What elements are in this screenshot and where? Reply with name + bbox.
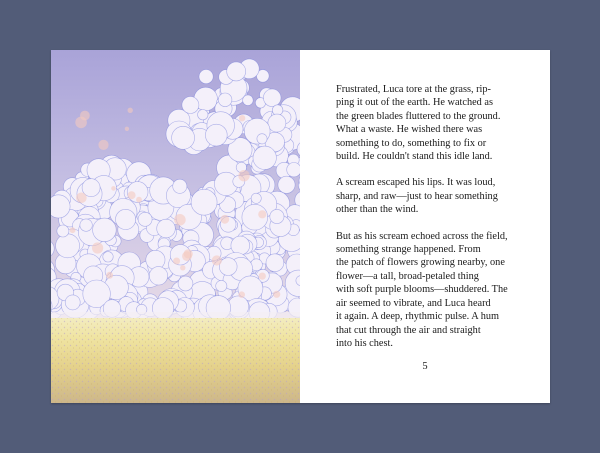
cloud-puff <box>218 93 232 107</box>
paragraph-1: Frustrated, Luca tore at the grass, rip- ping it out of the earth. He watched as the green blades fluttered to the ground. What a waste. He wished there was something to do, something to fix or build. He couldn't stand this idle land. <box>336 84 501 163</box>
cloud-puff <box>80 219 92 231</box>
cloud-highlight <box>259 273 266 280</box>
cloud-puff <box>205 124 227 146</box>
cloud-puff <box>263 89 281 107</box>
cloud-puff <box>257 134 267 144</box>
cloud-puff <box>268 114 286 132</box>
book-spread <box>51 50 550 403</box>
story-text <box>336 83 532 363</box>
text-page <box>300 50 550 403</box>
cloud-highlight <box>182 251 192 261</box>
cloud-highlight <box>92 242 103 253</box>
cloud-puff <box>51 240 54 258</box>
cloud-highlight <box>180 265 185 270</box>
cloud-puff <box>278 176 295 193</box>
cloud-puff <box>65 295 80 310</box>
cloud-highlight <box>212 255 222 265</box>
cloud-highlight <box>70 227 76 233</box>
paragraph-3: But as his scream echoed across the field, something strange happened. From the patch of flowers growing nearby, one flower—a tall, broad-petaled thing with soft purple blooms—shuddered. The air seemed to vibrate, and Luca heard it again. A deep, rhythmic pulse. A hum that cut through the air and straight into his chest. <box>336 230 508 349</box>
cloud-puff <box>253 146 276 169</box>
cloud-puff <box>173 179 187 193</box>
cloud-highlight <box>128 108 133 113</box>
cloud-puff <box>227 62 246 81</box>
cloud-puff <box>93 218 117 242</box>
cloud-highlight <box>98 140 108 150</box>
cloud-highlight <box>174 214 186 226</box>
cloud-highlight <box>128 191 136 199</box>
page-number: 5 <box>422 361 428 372</box>
cloud-puff <box>199 70 213 84</box>
cloud-puff <box>270 209 284 223</box>
cloud-puff <box>138 212 152 226</box>
cloud-highlight <box>111 186 116 191</box>
cloud-highlight <box>125 127 129 131</box>
cloud-highlight <box>239 115 245 121</box>
cloud-puff <box>103 252 113 262</box>
cloud-highlight <box>76 193 87 204</box>
cloud-highlight <box>136 197 142 203</box>
cloud-puff <box>56 234 80 258</box>
cloud-puff <box>57 225 69 237</box>
cloud-highlight <box>273 291 280 298</box>
cloud-puff <box>146 250 165 269</box>
cloud-highlight <box>220 215 229 224</box>
cloud-highlight <box>238 291 245 298</box>
cloud-highlight <box>75 117 87 129</box>
cloud-puff <box>198 110 208 120</box>
paragraph-2: A scream escaped his lips. It was loud, sharp, and raw—just to hear something other than the wind. <box>336 177 498 216</box>
cloud-puff <box>287 163 300 177</box>
cloud-puff <box>182 97 199 114</box>
cloud-puff <box>219 258 237 276</box>
cloud-highlight <box>173 258 180 265</box>
cloud-puff <box>178 276 193 291</box>
illustration-page <box>51 50 300 403</box>
cloud-puff <box>251 193 261 203</box>
cloud-puff <box>191 189 217 215</box>
cloud-puff <box>157 219 176 238</box>
clouds <box>51 59 300 326</box>
cloud-field-illustration <box>51 50 300 403</box>
cloud-puff <box>216 280 227 291</box>
cloud-highlight <box>106 272 113 279</box>
cloud-highlight <box>238 170 249 181</box>
cloud-puff <box>272 105 283 116</box>
cloud-puff <box>266 254 284 272</box>
cloud-highlight <box>258 210 266 218</box>
cloud-puff <box>149 267 167 285</box>
cloud-puff <box>172 126 195 149</box>
cloud-puff <box>116 209 136 229</box>
cloud-puff <box>231 236 250 255</box>
